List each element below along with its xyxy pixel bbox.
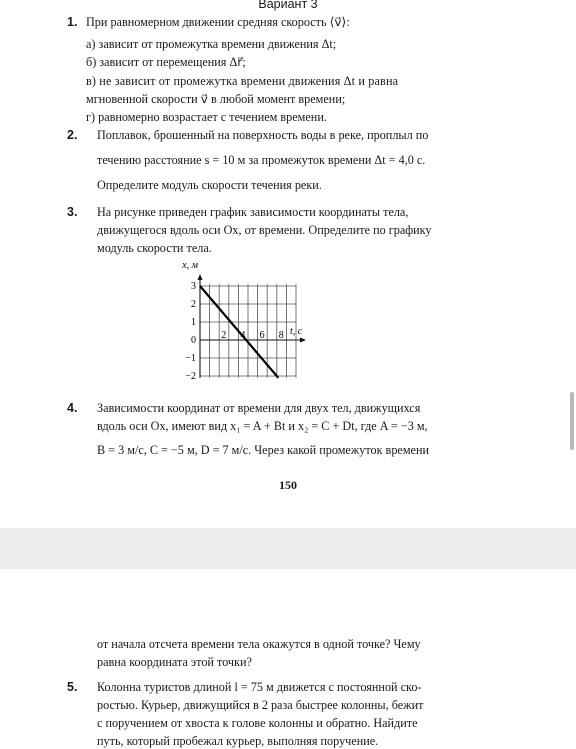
q3-line: модуль скорости тела.	[97, 241, 212, 255]
y-tick-label: 1	[191, 317, 196, 328]
y-axis-label: x, м	[182, 260, 198, 271]
x-axis-label: t, с	[290, 326, 303, 337]
q1-option-c: в) не зависит от промежутка времени движения Δt и равна	[86, 74, 399, 88]
y-tick-label: 0	[191, 335, 196, 346]
q3-number: 3.	[67, 205, 78, 219]
q5-line: с поручением от хвоста к голове колонны и обратно. Найдите	[97, 716, 418, 730]
q4-number: 4.	[67, 401, 78, 415]
q1-option-b: б) зависит от перемещения Δr⃗;	[86, 55, 246, 69]
q5-line: Колонна туристов длиной l = 75 м движется с постоянной ско-	[97, 680, 422, 694]
q1-option-c-cont: мгновенной скорости v⃗ в любой момент времени;	[86, 92, 346, 106]
q4-line: B = 3 м/с, C = −5 м, D = 7 м/с. Через какой промежуток времени	[97, 443, 429, 457]
x-tick-label: 6	[259, 330, 265, 341]
q2-line: Поплавок, брошенный на поверхность воды в реке, проплыл по	[97, 128, 429, 142]
q4-continued-line: равна координата этой точки?	[97, 655, 252, 669]
q4-line: вдоль оси Ox, имеют вид x₁ = A + Bt и x₂ = C + Dt, где A = −3 м,	[97, 419, 428, 433]
graph-series	[200, 286, 278, 378]
q2-line: течению расстояние s = 10 м за промежуток времени Δt = 4,0 с.	[97, 153, 426, 167]
y-axis-arrow	[198, 274, 203, 280]
y-tick-label: 3	[191, 281, 196, 292]
x-axis-arrow	[300, 338, 306, 343]
y-tick-label: −2	[185, 371, 196, 382]
y-tick-label: 2	[191, 299, 196, 310]
x-tick-label: 4	[240, 330, 246, 341]
q3-line: движущегося вдоль оси Ox, от времени. Определите по графику	[97, 223, 432, 237]
variant-header: Вариант 3	[258, 0, 318, 11]
q2-line: Определите модуль скорости течения реки.	[97, 178, 322, 192]
y-tick-label: −1	[185, 353, 196, 364]
textbook-page-151	[0, 569, 576, 749]
q1-option-d: г) равномерно возрастает с течением времени.	[86, 110, 327, 124]
q1-option-a: а) зависит от промежутка времени движения Δt;	[86, 37, 337, 51]
q5-line: ростью. Курьер, движущийся в 2 раза быстрее колонны, бежит	[97, 698, 424, 712]
q4-line: Зависимости координат от времени для двух тел, движущихся	[97, 401, 421, 415]
coordinate-time-graph	[170, 258, 410, 388]
x-tick-label: 2	[221, 330, 227, 341]
q1-number: 1.	[67, 15, 78, 29]
q2-number: 2.	[67, 128, 78, 142]
scrollbar-thumb[interactable]	[570, 392, 574, 450]
page-number: 150	[279, 478, 297, 492]
q5-line: путь, который пробежал курьер, выполняя поручение.	[97, 734, 379, 748]
q1-line: При равномерном движении средняя скорость ⟨v⃗⟩:	[86, 15, 350, 29]
q5-number: 5.	[67, 680, 78, 694]
data-line	[200, 286, 278, 378]
q3-line: На рисунке приведен график зависимости координаты тела,	[97, 205, 409, 219]
x-tick-label: 8	[278, 330, 284, 341]
q4-continued-line: от начала отсчета времени тела окажутся в одной точке? Чему	[97, 637, 421, 651]
